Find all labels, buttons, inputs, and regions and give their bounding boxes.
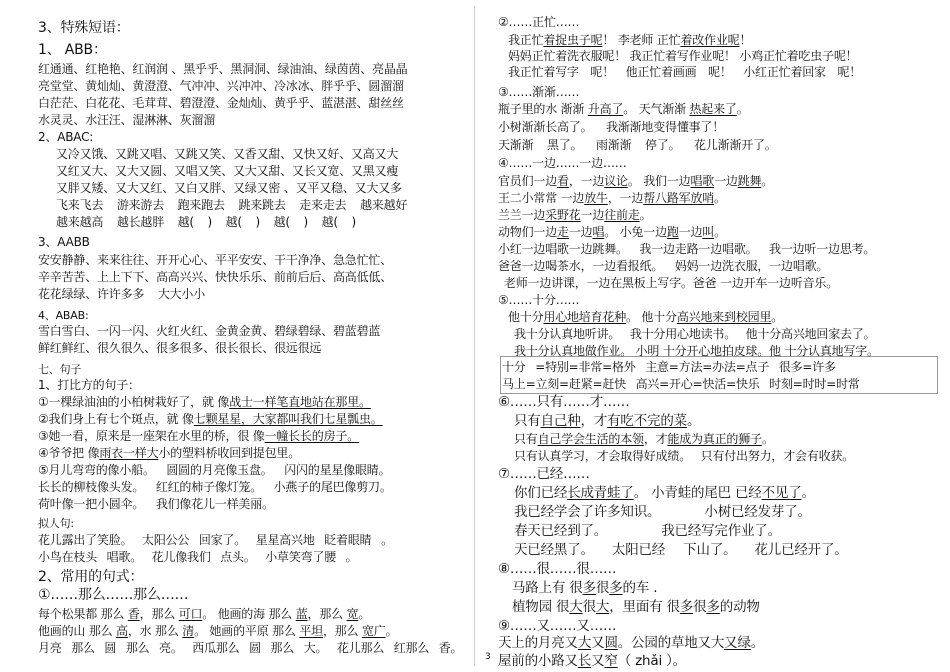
text: 他十分 <box>508 310 544 324</box>
text: 。 <box>736 102 749 116</box>
pattern-heading: ④……一边……一边…… <box>498 156 627 170</box>
pattern-line <box>508 32 751 48</box>
text: 。 <box>385 624 398 638</box>
underlined-text: 不见了 <box>761 485 802 501</box>
pattern-heading: ③……渐渐…… <box>498 85 580 99</box>
text: ，一边 <box>607 191 644 205</box>
text: 天上的月亮又 <box>498 635 578 651</box>
text: 一边 <box>678 225 703 239</box>
text: 。 <box>639 208 652 222</box>
underlined-text: 清 <box>182 624 195 638</box>
pattern-heading: ⑥……只有……才…… <box>498 394 630 410</box>
pattern-line <box>498 207 651 223</box>
simile-line <box>38 428 359 444</box>
pattern-line: 爸爸一边喝茶水，一边看报纸。 妈妈一边洗衣服，一边唱歌。 <box>498 259 829 273</box>
pattern-line: 我已经学会了许多知识。 小树已经发芽了。 <box>514 504 811 520</box>
pattern-heading: ⑧……很……很…… <box>498 561 617 577</box>
pattern-line: 小红一边唱歌一边跳舞。 我一边走路一边唱歌。 我一边听一边思考。 <box>498 242 876 256</box>
simile-line: ⑤月儿弯弯的像小船。 圆圆的月亮像玉盘。 闪闪的星星像眼睛。 <box>38 463 391 477</box>
abb-heading: 1、 ABB： <box>38 42 107 58</box>
text: 。 <box>771 310 784 324</box>
text: 。 她画的平原 那么 <box>194 624 300 638</box>
text: 。 <box>686 413 701 429</box>
text: ！ 李老师 正忙 <box>602 33 681 47</box>
abab-line: 雪白雪白、一闪一闪、火红火红、金黄金黄、碧绿碧绿、碧蓝碧蓝 <box>38 324 381 338</box>
text: 。 <box>714 191 726 205</box>
pattern-line <box>514 431 774 447</box>
aabb-line: 辛辛苦苦、上上下下、高高兴兴、快快乐乐、前前后后、高高低低、 <box>38 270 393 284</box>
underlined-text: 看 <box>557 174 569 188</box>
simile-line: 荷叶像一把小圆伞。 我们像花儿一样美丽。 <box>38 497 274 511</box>
underlined-text: 采野花 <box>545 208 581 222</box>
personification-line: 花儿露出了笑脸。 太阳公公 回家了。 星星高兴地 眨着眼睛 。 <box>38 533 393 547</box>
pattern-line <box>498 634 764 652</box>
personification-line: 小鸟在枝头 唱歌。 花儿像我们 点头。 小草笑弯了腰 。 <box>38 550 358 564</box>
abb-line: 水灵灵、水汪汪、湿淋淋、灰溜溜 <box>38 113 216 127</box>
text: ，一边 <box>568 174 605 188</box>
aabb-heading: 3、AABB <box>38 235 90 249</box>
underlined-text: 往前走 <box>604 208 640 222</box>
pattern-line <box>512 598 760 616</box>
text: 。 <box>761 174 774 188</box>
text: ，那么 <box>322 624 362 638</box>
text: 一边 <box>714 174 738 188</box>
underlined-text: 长 <box>577 653 592 669</box>
text: 动物们一边 <box>498 225 558 239</box>
text: ！ <box>739 33 752 47</box>
text: 我正忙 <box>508 33 544 47</box>
text: 兰兰一边 <box>498 208 546 222</box>
page-number: 3 <box>485 652 491 662</box>
text: 。 小青蛙的尾巴 已经 <box>633 485 762 501</box>
underlined-text: 议论 <box>604 174 628 188</box>
text: 很 <box>582 599 596 615</box>
underlined-text: 窄 <box>604 653 618 669</box>
underlined-text: 宽广 <box>361 624 386 638</box>
text: 。 他画的海 那么 <box>202 607 296 621</box>
text: 你们已经 <box>514 485 568 501</box>
text: ④爷爷把 像 <box>38 446 100 460</box>
text: 。 小兔一边 <box>604 225 667 239</box>
underlined-text: 帮八路军放哨 <box>643 191 715 205</box>
text: ，那么 <box>139 607 179 621</box>
text: 很 <box>595 580 610 596</box>
pattern-line: 妈妈正忙着洗衣服呢！ 我正忙着写作业呢！ 小鸡正忙着吃虫子呢！ <box>508 49 858 63</box>
abb-line: 亮堂堂、黄灿灿、黄澄澄、气冲冲、兴冲冲、冷冰冰、胖乎乎、圆溜溜 <box>38 79 404 93</box>
text: 又 <box>591 653 605 669</box>
underlined-text: 蓝 <box>295 607 308 621</box>
abab-heading: 4、ABAB: <box>38 309 89 322</box>
text: 每个松果都 那么 <box>38 607 128 621</box>
pattern-line: 天已经黑了。 太阳已经 下山了。 花儿已经开了。 <box>514 542 848 558</box>
underlined-text: 圆 <box>604 635 618 651</box>
underlined-text: 一幢长长的房子。 <box>264 429 359 443</box>
underlined-text: 高兴地来到校园里 <box>676 310 772 324</box>
text: 植物园 很 <box>512 599 570 615</box>
text: 一边 <box>580 208 605 222</box>
underlined-text: 七颗星星，大家都叫我们七星瓢虫。 <box>193 412 383 426</box>
underlined-text: 多 <box>706 599 720 615</box>
pattern-line <box>498 173 773 189</box>
text: ，才 <box>580 413 608 429</box>
abac-line: 越来越高 越长越胖 越( ) 越( ) 越( ) 越( ) <box>56 215 356 229</box>
pattern-heading: ②……正忙…… <box>498 15 580 29</box>
pattern-line <box>508 309 783 325</box>
abb-line: 白茫茫、白花花、毛茸茸、碧澄澄、金灿灿、黄乎乎、蓝湛湛、甜丝丝 <box>38 96 404 110</box>
text: 。 我们一边 <box>627 174 691 188</box>
text: 官员们一边 <box>498 174 558 188</box>
text: 。公园的草地又大 <box>617 635 725 651</box>
pattern-line <box>498 101 749 117</box>
text: ，里面有 很 <box>609 599 680 615</box>
text: （ zhǎi ）。 <box>617 653 686 669</box>
aabb-line: 花花绿绿、许许多多 大大小小 <box>38 287 206 301</box>
pattern-line <box>514 484 815 502</box>
abac-heading: 2、ABAC: <box>38 130 94 144</box>
text: 王二小常常 一边 <box>498 191 585 205</box>
underlined-text: 大 <box>595 599 610 615</box>
underlined-text: 长成青蛙了 <box>567 485 634 501</box>
underlined-text: 自己学会生活的本领 <box>537 432 644 446</box>
pattern-line: 我十分认真地做作业。 小明 十分开心地拍皮球。他 十分认真地写字。 <box>514 344 879 358</box>
text: 只有 <box>514 432 538 446</box>
column-divider <box>474 6 475 666</box>
underlined-text: 香 <box>127 607 140 621</box>
underlined-text: 多 <box>679 599 694 615</box>
pattern-line: 春天已经到了。 我已经写完作业了。 <box>514 523 781 539</box>
underlined-text: 又绿 <box>724 635 751 651</box>
underlined-text: 雨衣一样大 <box>99 446 159 460</box>
text: 的动物 <box>719 599 760 615</box>
personification-heading: 拟人句: <box>38 517 74 530</box>
text: 。 <box>750 635 765 651</box>
aabb-line: 安安静静、来来往往、开开心心、平平安安、干干净净、急急忙忙、 <box>38 253 393 267</box>
pattern-line: 老师一边讲课，一边在黑板上写字。爸爸 一边开车一边听音乐。 <box>504 276 839 290</box>
pattern-heading: ⑨……又……又…… <box>498 618 617 634</box>
underlined-text: 多 <box>582 580 596 596</box>
text: 他画的山 那么 <box>38 624 117 638</box>
synonym-line: 马上=立刻=赶紧=赶快 高兴=开心=快活=快乐 时刻=时时=时常 <box>502 377 860 391</box>
pattern-line: 天渐渐 黑了。 雨渐渐 停了。 花儿渐渐开了。 <box>498 138 777 152</box>
text: 。 <box>801 485 815 501</box>
underlined-text: 大 <box>569 599 583 615</box>
pattern-line: 月亮 那么 圆 那么 亮。 西瓜那么 圆 那么 大。 花儿那么 红那么 香。 <box>38 641 463 655</box>
underlined-text: 走 <box>557 225 569 239</box>
text: 马路上有 很 <box>512 580 583 596</box>
pattern-line <box>38 623 397 639</box>
underlined-text: 能成为真正的狮子 <box>667 432 762 446</box>
text: 的车 . <box>622 580 658 596</box>
text: ，水 那么 <box>127 624 183 638</box>
pattern-line: 小树渐渐长高了。 我渐渐地变得懂事了！ <box>498 120 725 134</box>
underlined-text: 放牛 <box>584 191 608 205</box>
underlined-text: 热起来了 <box>689 102 737 116</box>
sentences-heading: 七、句子 <box>38 363 82 376</box>
underlined-text: 唱 <box>592 225 605 239</box>
abac-line: 又红又大、又大又圆、又唱又笑、又大又甜、又长又宽、又黑又瘦 <box>56 164 399 178</box>
text: ，才 <box>643 432 668 446</box>
abab-line: 鲜红鲜红、很久很久、很多很多、很长很长、很远很远 <box>38 341 322 355</box>
text: 。 <box>761 432 774 446</box>
pattern-line: 我十分认真地听讲。 我十分用心地读书。 他十分高兴地回家去了。 <box>514 327 876 341</box>
text: ③她一看，原来是一座架在水里的桥，很 像 <box>38 429 265 443</box>
abac-line: 飞来飞去 游来游去 跑来跑去 跳来跳去 走来走去 越来越好 <box>56 198 408 212</box>
underlined-text: 着捉虫子呢 <box>543 33 603 47</box>
simile-line <box>38 394 371 410</box>
text: 一边 <box>568 225 593 239</box>
underlined-text: 多 <box>609 580 623 596</box>
abac-line: 又胖又矮、又大又红、又白又胖、又绿又密 、又平又稳、又大又多 <box>56 181 402 195</box>
text: 。 天气渐渐 <box>623 102 690 116</box>
underlined-text: 唱歌 <box>690 174 715 188</box>
simile-line: 长长的柳枝像头发。 红红的柿子像灯笼。 小燕子的尾巴像剪刀。 <box>38 480 392 494</box>
text: ①一棵绿油油的小柏树栽好了，就 像 <box>38 395 230 409</box>
pattern-line: 我正忙着写字 呢！ 他正忙着画画 呢！ 小红正忙着回家 呢！ <box>508 65 862 79</box>
synonym-line: 十分 =特别=非常=格外 主意=方法=办法=点子 很多=许多 <box>502 360 836 374</box>
underlined-text: 用心地培育花种 <box>543 310 627 324</box>
text: 只有 <box>514 413 541 429</box>
pattern-line <box>512 579 657 597</box>
underlined-text: 可口 <box>178 607 203 621</box>
text: 又 <box>591 635 605 651</box>
text: 小的塑料桥收回到提包里。 <box>158 446 300 460</box>
pattern-line <box>514 412 700 430</box>
pattern-line <box>498 652 686 670</box>
underlined-text: 大 <box>577 635 592 651</box>
pattern-heading: 2、常用的句式： <box>38 569 144 585</box>
text: ②我们身上有七个斑点，就 像 <box>38 412 194 426</box>
pattern-line: 只有认真学习，才会取得好成绩。 只有付出努力，才会有收获。 <box>514 449 855 463</box>
pattern-line <box>38 606 370 622</box>
simile-heading: 1、打比方的句子： <box>38 378 140 392</box>
underlined-text: 自己种 <box>540 413 581 429</box>
simile-line <box>38 411 383 427</box>
text: 。 他十分 <box>626 310 677 324</box>
text: 。 <box>358 607 371 621</box>
underlined-text: 跳舞 <box>737 174 762 188</box>
abac-line: 又冷又饿、又跳又唱、又跳又笑、又香又甜、又快又好、又高又大 <box>56 147 399 161</box>
pattern-heading: ⑤……十分…… <box>498 293 580 307</box>
underlined-text: 平坦 <box>299 624 323 638</box>
pattern-line <box>498 224 726 240</box>
underlined-text: 宽 <box>346 607 359 621</box>
text: 瓶子里的水 渐渐 <box>498 102 588 116</box>
underlined-text: 跑 <box>666 225 679 239</box>
simile-line <box>38 445 300 461</box>
text: ，那么 <box>307 607 347 621</box>
underlined-text: 叫 <box>702 225 715 239</box>
underlined-text: 有吃不完的菜 <box>607 413 687 429</box>
underlined-text: 高 <box>116 624 128 638</box>
pattern-heading: ⑦……已经…… <box>498 466 590 482</box>
underlined-text: 升高了 <box>587 102 624 116</box>
underlined-text: 着改作业呢 <box>680 33 740 47</box>
abb-line: 红通通、红艳艳、红润润 、黑乎乎、黑洞洞、绿油油、绿茵茵、亮晶晶 <box>38 62 408 76</box>
text: 屋前的小路又 <box>498 653 578 669</box>
section-title: 3、特殊短语： <box>38 20 130 36</box>
underlined-text: 战士一样笔直地站在那里。 <box>229 395 371 409</box>
pattern-subheading: ①……那么……那么…… <box>38 587 189 603</box>
pattern-line <box>498 190 726 206</box>
text: 。 <box>714 225 726 239</box>
text: 很 <box>693 599 707 615</box>
